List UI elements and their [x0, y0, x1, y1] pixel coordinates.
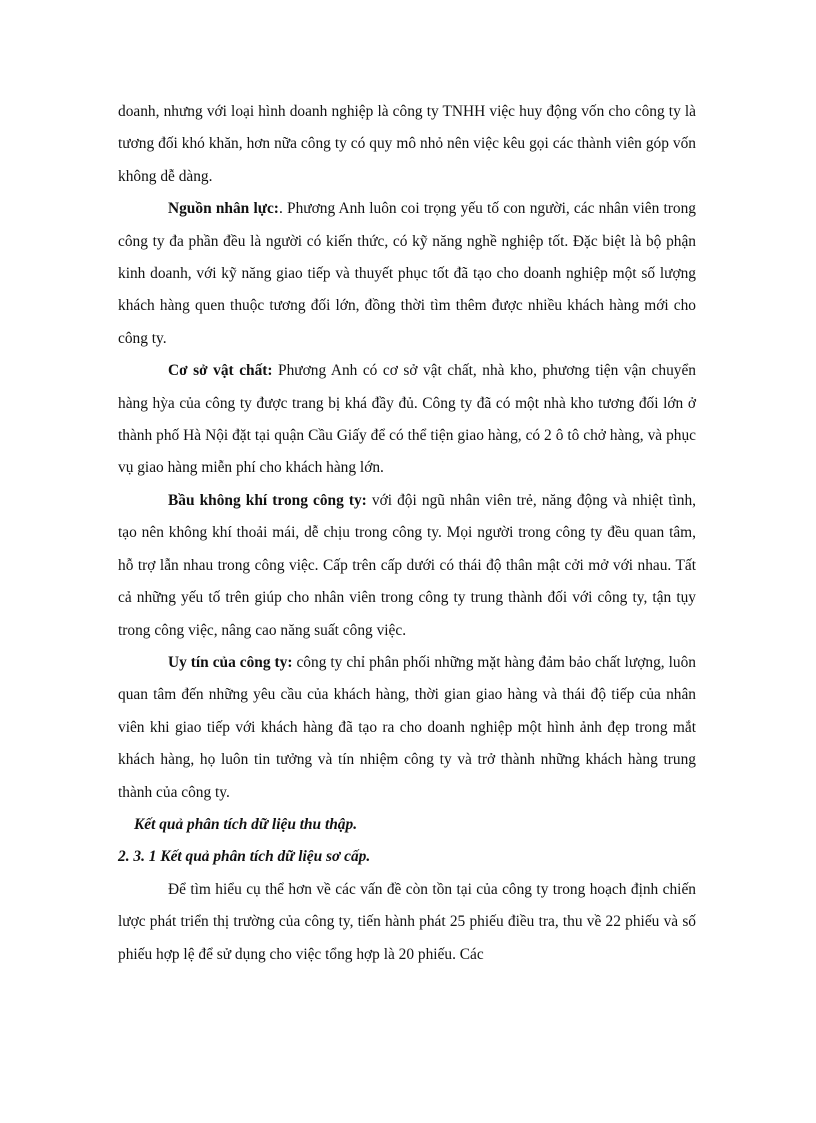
paragraph-text: Phương Anh có cơ sở vật chất, nhà kho, phương tiện vận chuyển hàng hỳa của công ty được trang bị khá đầy đủ. Công ty đã có một nhà kho tương đối lớn ở thành phố Hà Nội đặt tại quận Cầu Giấy để có thể tiện giao hàng, có 2 ô tô chở hàng, và phục vụ giao hàng miễn phí cho khách hàng lớn. [118, 362, 696, 477]
paragraph-text: với đội ngũ nhân viên trẻ, năng động và nhiệt tình, tạo nên không khí thoải mái, dễ chịu trong công ty. Mọi người trong công ty đều quan tâm, hỗ trợ lẫn nhau trong công việc. Cấp trên cấp dưới có thái độ thân mật cởi mở với nhau. Tất cả những yếu tố trên giúp cho nhân viên trong công ty trung thành đối với công ty, tận tụy trong công việc, nâng cao năng suất công việc. [118, 491, 696, 639]
paragraph-atmosphere [118, 485, 696, 647]
paragraph-reputation [118, 647, 696, 809]
paragraph-text: công ty chỉ phân phối những mặt hàng đảm bảo chất lượng, luôn quan tâm đến những yêu cầu của khách hàng, thời gian giao hàng và thái độ tiếp của nhân viên khi giao tiếp với khách hàng đã tạo ra cho doanh nghiệp một hình ảnh đẹp trong mắt khách hàng, họ luôn tin tưởng và tín nhiệm công ty và trở thành những khách hàng trung thành của công ty. [118, 653, 696, 801]
paragraph-human-resources [118, 193, 696, 355]
paragraph-text: Để tìm hiểu cụ thể hơn về các vấn đề còn tồn tại của công ty trong hoạch định chiến lược phát triển thị trường của công ty, tiến hành phát 25 phiếu điều tra, thu về 22 phiếu và số phiếu hợp lệ để sử dụng cho việc tổng hợp là 20 phiếu. Các [118, 880, 696, 963]
document-page [118, 96, 696, 971]
section-heading-results: Kết quả phân tích dữ liệu thu thập. [134, 815, 358, 833]
paragraph-text: . Phương Anh luôn coi trọng yếu tố con người, các nhân viên trong công ty đa phần đều là người có kiến thức, có kỹ năng nghề nghiệp tốt. Đặc biệt là bộ phận kinh doanh, với kỹ năng giao tiếp và thuyết phục tốt đã tạo cho doanh nghiệp một số lượng khách hàng quen thuộc tương đối lớn, đồng thời tìm thêm được nhiều khách hàng mới cho công ty. [118, 200, 696, 347]
paragraph-capital [118, 96, 696, 193]
paragraph-lead: Cơ sở vật chất: [168, 362, 273, 380]
paragraph-survey [118, 874, 696, 971]
paragraph-text: doanh, nhưng với loại hình doanh nghiệp là công ty TNHH việc huy động vốn cho công ty là tương đối khó khăn, hơn nữa công ty có quy mô nhỏ nên việc kêu gọi các thành viên góp vốn không dễ dàng. [118, 103, 696, 185]
paragraph-lead: Uy tín của công ty: [168, 653, 293, 671]
paragraph-facilities [118, 355, 696, 485]
section-heading-primary-data: 2. 3. 1 Kết quả phân tích dữ liệu sơ cấp. [118, 848, 371, 866]
paragraph-lead: Nguồn nhân lực: [168, 200, 279, 218]
paragraph-lead: Bầu không khí trong công ty: [168, 491, 367, 509]
